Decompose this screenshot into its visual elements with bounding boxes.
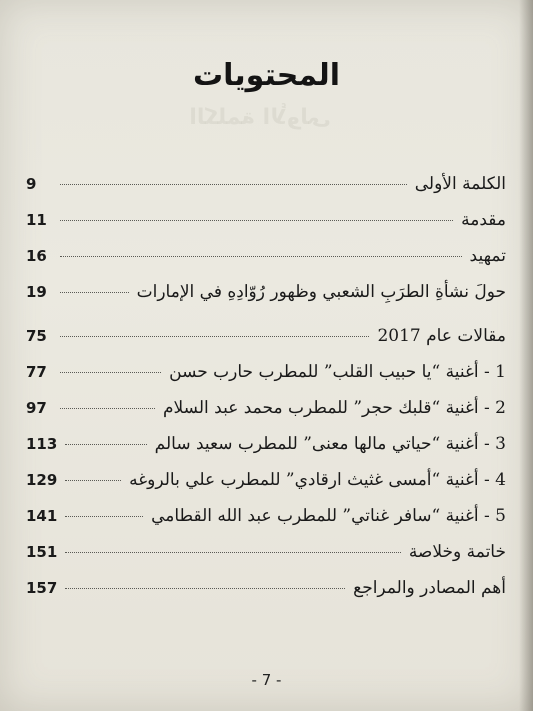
toc-entry-title: 1 - أغنية “يا حبيب القلب” للمطرب حارب حسن bbox=[169, 362, 506, 382]
page-folio-number: - 7 - bbox=[251, 671, 282, 689]
toc-entry-title: 4 - أغنية “أمسى غثيث ارقادي” للمطرب علي بالروغه bbox=[129, 470, 506, 490]
toc-entry-title: الكلمة الأولى bbox=[414, 174, 506, 194]
toc-entry bbox=[26, 434, 506, 470]
toc-entry-title: 3 - أغنية “حياتي مالها معنى” للمطرب سعيد سالم bbox=[154, 434, 506, 454]
dot-leader bbox=[65, 444, 146, 445]
toc-page-number: 157 bbox=[26, 579, 58, 597]
toc-page-number: 11 bbox=[26, 211, 47, 229]
toc-page-number: 77 bbox=[26, 363, 47, 381]
dot-leader bbox=[60, 220, 453, 221]
toc-entry bbox=[26, 362, 506, 398]
toc-entry-title: مقالات عام 2017 bbox=[377, 326, 506, 346]
page-title: المحتويات bbox=[192, 58, 340, 93]
toc-page-number: 75 bbox=[26, 327, 47, 345]
toc-entry bbox=[26, 398, 506, 434]
toc-entry bbox=[26, 578, 506, 614]
dot-leader bbox=[60, 184, 407, 185]
toc-entry-title: مقدمة bbox=[461, 210, 506, 230]
toc-entry-title: أهم المصادر والمراجع bbox=[353, 578, 506, 598]
dot-leader bbox=[65, 516, 143, 517]
dot-leader bbox=[65, 588, 345, 589]
dot-leader bbox=[60, 372, 161, 373]
dot-leader bbox=[60, 256, 462, 257]
toc-entry-title: خاتمة وخلاصة bbox=[408, 542, 506, 562]
toc-entry bbox=[26, 210, 506, 246]
toc-page-number: 129 bbox=[26, 471, 58, 489]
toc-entry-title: حولَ نشأةِ الطرَبِ الشعبي وظهور رُوّادِهِ في الإمارات bbox=[136, 282, 506, 302]
toc-page-number: 19 bbox=[26, 283, 47, 301]
dot-leader bbox=[60, 292, 129, 293]
toc-page-number: 16 bbox=[26, 247, 47, 265]
toc-page-number: 9 bbox=[26, 175, 37, 193]
toc-entry bbox=[26, 174, 506, 210]
toc-page-number: 113 bbox=[26, 435, 58, 453]
bleed-through-heading: الكلمة الأولى bbox=[189, 105, 331, 130]
toc-entry bbox=[26, 246, 506, 282]
toc-entry bbox=[26, 470, 506, 506]
dot-leader bbox=[60, 336, 369, 337]
toc-page-number: 141 bbox=[26, 507, 58, 525]
toc-entry bbox=[26, 506, 506, 542]
dot-leader bbox=[60, 408, 155, 409]
toc-entry-title: تمهيد bbox=[469, 246, 506, 266]
toc-page-number: 97 bbox=[26, 399, 47, 417]
toc-entry bbox=[26, 282, 506, 326]
toc-entry-title: 5 - أغنية “سافر غناتي” للمطرب عبد الله القطامي bbox=[151, 506, 506, 526]
dot-leader bbox=[65, 480, 121, 481]
toc-entry-title: 2 - أغنية “قلبك حجر” للمطرب محمد عبد السلام bbox=[163, 398, 506, 418]
toc-page-number: 151 bbox=[26, 543, 58, 561]
dot-leader bbox=[65, 552, 401, 553]
table-of-contents bbox=[26, 174, 506, 614]
toc-entry bbox=[26, 326, 506, 362]
toc-entry bbox=[26, 542, 506, 578]
